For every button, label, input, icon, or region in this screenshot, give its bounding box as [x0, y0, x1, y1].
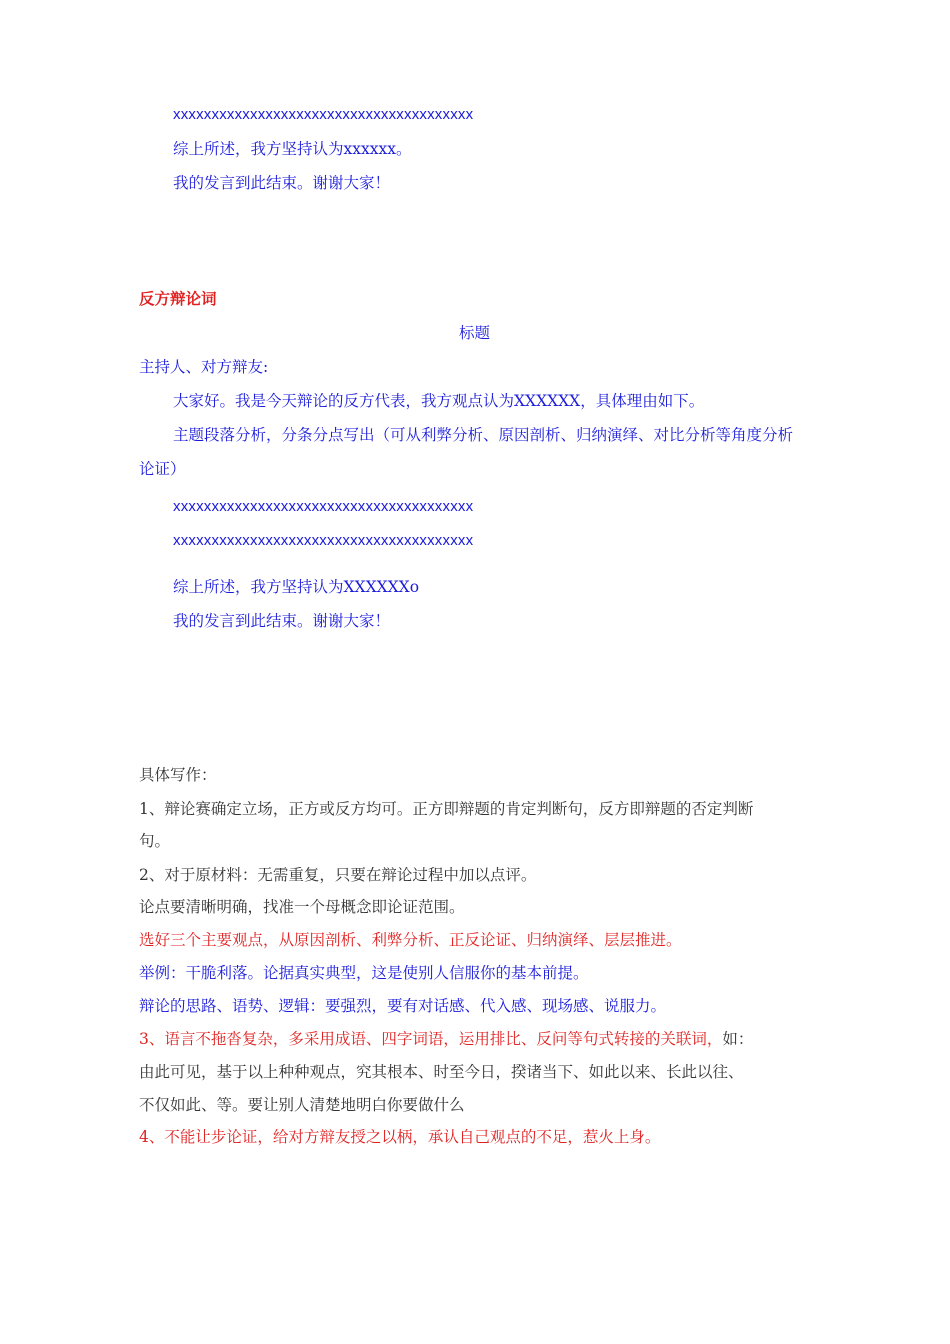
intro-paragraph: 大家好。我是今天辩论的反方代表，我方观点认为XXXXXX，具体理由如下。	[173, 392, 705, 410]
placeholder-x-line: xxxxxxxxxxxxxxxxxxxxxxxxxxxxxxxxxxxxxxx	[173, 106, 474, 123]
writing-point-3-red-text: 3、语言不拖沓复杂，多采用成语、四字词语，运用排比、反问等句式转接的关联词，	[139, 1030, 723, 1048]
placeholder-x-line: xxxxxxxxxxxxxxxxxxxxxxxxxxxxxxxxxxxxxxx	[173, 532, 474, 549]
writing-point-4: 4、不能让步论证，给对方辩友授之以柄，承认自己观点的不足，惹火上身。	[139, 1128, 661, 1146]
address-line: 主持人、对方辩友:	[139, 358, 269, 376]
body-paragraph-line2: 论证）	[139, 460, 186, 478]
writing-point-3-line2: 由此可见，基于以上种种观点，究其根本、时至今日，揆诸当下、如此以来、长此以往、	[139, 1063, 744, 1081]
writing-point-3-line1	[139, 1029, 753, 1049]
placeholder-x-line: xxxxxxxxxxxxxxxxxxxxxxxxxxxxxxxxxxxxxxx	[173, 498, 474, 515]
writing-point-1-line2: 句。	[139, 832, 171, 850]
writing-note-examples: 举例：干脆利落。论据真实典型，这是使别人信服你的基本前提。	[139, 964, 589, 982]
closing-line: 我的发言到此结束。谢谢大家！	[173, 612, 391, 630]
summary-line: 综上所述，我方坚持认为XXXXXXo	[173, 578, 420, 596]
body-paragraph-line1: 主题段落分析，分条分点写出（可从利弊分析、原因剖析、归纳演绎、对比分析等角度分析	[173, 426, 794, 444]
writing-point-3-colon: 如：	[722, 1030, 754, 1048]
closing-line: 我的发言到此结束。谢谢大家！	[173, 174, 391, 192]
writing-note-thesis: 论点要清晰明确，找准一个母概念即论证范围。	[139, 898, 465, 916]
writing-note-logic: 辩论的思路、语势、逻辑：要强烈，要有对话感、代入感、现场感、说服力。	[139, 997, 667, 1015]
writing-heading: 具体写作：	[139, 766, 217, 784]
writing-point-1-line1: 1、辩论赛确定立场，正方或反方均可。正方即辩题的肯定判断句，反方即辩题的否定判断	[139, 800, 754, 818]
writing-point-2: 2、对于原材料：无需重复，只要在辩论过程中加以点评。	[139, 866, 537, 884]
speech-title: 标题	[459, 324, 491, 342]
writing-note-viewpoints: 选好三个主要观点，从原因剖析、利弊分析、正反论证、归纳演绎、层层推进。	[139, 931, 682, 949]
negative-heading: 反方辩论词	[139, 289, 217, 308]
writing-point-3-line3: 不仅如此、等。要让别人清楚地明白你要做什么	[139, 1096, 465, 1114]
summary-line: 综上所述，我方坚持认为xxxxxx。	[173, 140, 412, 158]
